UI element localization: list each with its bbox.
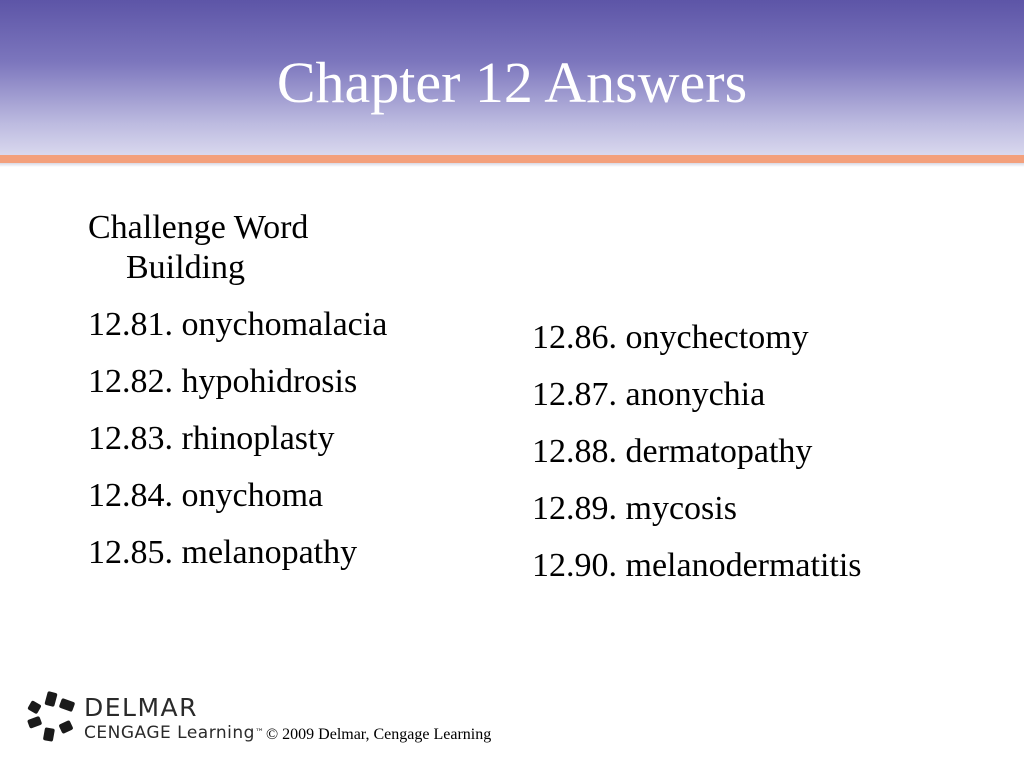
section-heading-line-1: Challenge Word [88, 209, 309, 246]
copyright-notice: © 2009 Delmar, Cengage Learning [266, 726, 492, 743]
right-answer-column [532, 318, 992, 586]
delmar-pinwheel-logo-icon [24, 690, 80, 744]
answer-item: 12.86. onychectomy [532, 319, 809, 356]
answer-item: 12.88. dermatopathy [532, 433, 813, 470]
brand-subtitle [84, 722, 264, 744]
slide-title: Chapter 12 Answers [276, 50, 748, 115]
left-answer-column [88, 208, 508, 573]
brand-name: DELMAR [84, 693, 199, 722]
answer-item: 12.87. anonychia [532, 376, 766, 413]
title-accent-rule [0, 155, 1024, 163]
title-rule-shadow [0, 163, 1024, 167]
answer-item: 12.89. mycosis [532, 490, 737, 527]
answer-item: 12.85. melanopathy [88, 534, 358, 571]
answer-item: 12.81. onychomalacia [88, 306, 388, 343]
answer-item: 12.84. onychoma [88, 477, 324, 514]
section-heading-line-2: Building [126, 249, 246, 286]
answer-item: 12.90. melanodermatitis [532, 547, 862, 584]
trademark-mark: ™ [254, 728, 265, 738]
brand-subtitle-text: CENGAGE Learning [84, 723, 255, 743]
answer-item: 12.83. rhinoplasty [88, 420, 335, 457]
answer-item: 12.82. hypohidrosis [88, 363, 358, 400]
